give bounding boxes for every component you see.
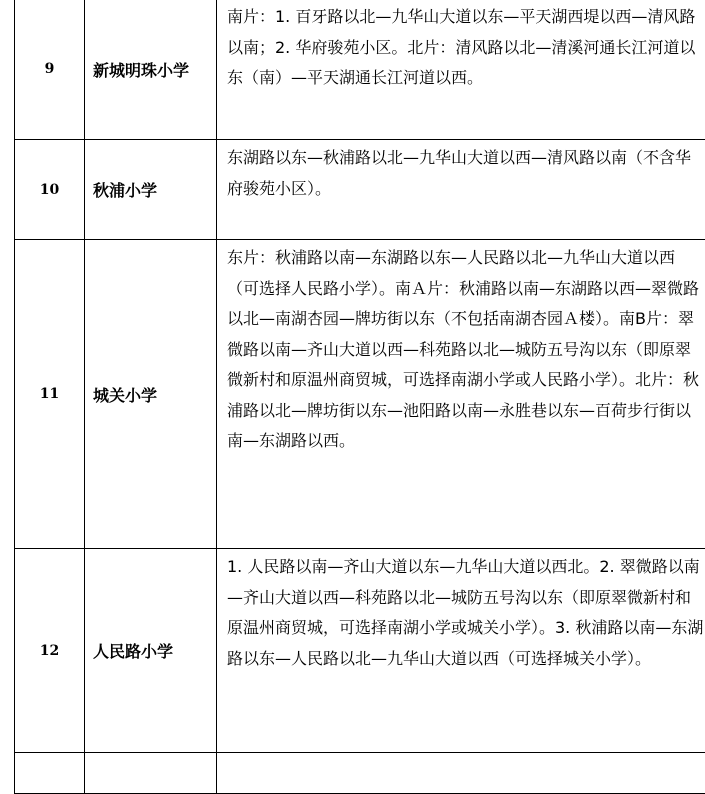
zone-description: 东片：秋浦路以南—东湖路以东—人民路以北—九华山大道以西（可选择人民路小学）。南Ａ片：秋浦路以南—东湖路以西—翠微路以北—南湖杏园—牌坊街以东（不包括南湖杏园Ａ楼）。南B片：翠微路以南—齐山大道以西—科苑路以北—城防五号沟以东（即原翠微新村和原温州商贸城，可选择南湖小学或人民路小学）。北片：秋浦路以北—牌坊街以东—池阳路以南—永胜巷以东—百荷步行街以南—东湖路以西。 (217, 240, 705, 549)
school-district-table (14, 0, 705, 794)
table-row (15, 240, 705, 549)
table-row (15, 0, 705, 140)
table-row-partial (15, 753, 705, 794)
row-number: 12 (15, 549, 85, 753)
row-number: 11 (15, 240, 85, 549)
row-number: 10 (15, 140, 85, 240)
zone-description: 东湖路以东—秋浦路以北—九华山大道以西—清风路以南（不含华府骏苑小区）。 (217, 140, 705, 240)
table-row (15, 549, 705, 753)
school-name: 城关小学 (85, 240, 217, 549)
row-number: 9 (15, 0, 85, 140)
empty-cell (85, 753, 217, 794)
empty-cell (217, 753, 705, 794)
table-row (15, 140, 705, 240)
zone-description: 南片：1. 百牙路以北—九华山大道以东—平天湖西堤以西—清风路以南；2. 华府骏苑小区。北片：清风路以北—清溪河通长江河道以东（南）—平天湖通长江河道以西。 (217, 0, 705, 140)
empty-cell (15, 753, 85, 794)
school-name: 新城明珠小学 (85, 0, 217, 140)
school-name: 人民路小学 (85, 549, 217, 753)
zone-description: 1. 人民路以南—齐山大道以东—九华山大道以西北。2. 翠微路以南—齐山大道以西—科苑路以北—城防五号沟以东（即原翠微新村和原温州商贸城，可选择南湖小学或城关小学）。3. 秋浦路以南—东湖路以东—人民路以北—九华山大道以西（可选择城关小学）。 (217, 549, 705, 753)
school-name: 秋浦小学 (85, 140, 217, 240)
